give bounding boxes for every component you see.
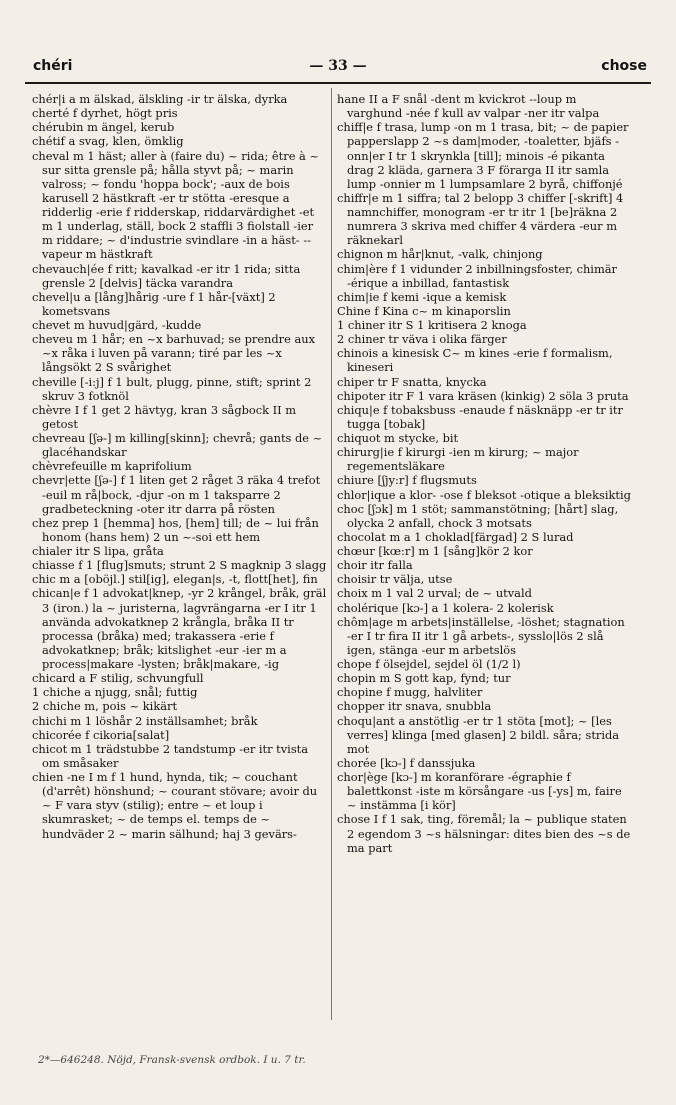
dictionary-entry: chérubin m ängel, kerub [32, 120, 175, 135]
dictionary-entry: chiper tr F snatta, knycka [337, 374, 487, 389]
dictionary-entry: chétif a svag, klen, ömklig [32, 134, 184, 149]
dictionary-entry: choqu|ant a anstötlig -er tr 1 stöta [mot]; ~ [les verres] klinga [med glasen] 2 bildl. såra; strida mot [337, 713, 620, 756]
header-rule [25, 82, 651, 84]
dictionary-entry: chevel|u a [lång]hårig -ure f 1 hår-[växt] 2 kometsvans [32, 289, 276, 318]
dictionary-entry: chiffr|e m 1 siffra; tal 2 belopp 3 chiffer [-skrift] 4 namnchiffer, monogram -er tr itr 1 [be]räkna 2 numrera 3 skriva med chiffer 4 värdera -eur m räknekarl [337, 190, 624, 248]
dictionary-entry: cholérique [kɔ-] a 1 kolera- 2 kolerisk [337, 600, 554, 615]
dictionary-entry: chopper itr snava, snubbla [337, 699, 492, 714]
dictionary-entry: chopin m S gott kap, fynd; tur [337, 671, 511, 686]
dictionary-entry: chœur [kœ:r] m 1 [sång]kör 2 kor [337, 544, 533, 558]
dictionary-entry: chican|e f 1 advokat|knep, -yr 2 krångel, bråk, gräl 3 (iron.) la ~ juristerna, lagvrängarna -er I itr 1 använda advokatknep 2 krångla, bråka II tr processa (bråka) med; trakassera -erie f advokatknep; bråk; kitslighet -eur -ier m a process|makare -lysten; bråk|makare, -ig [32, 586, 327, 671]
dictionary-entry: chér|i a m älskad, älskling -ir tr älska, dyrka [32, 92, 288, 106]
dictionary-entry: chiff|e f trasa, lump -on m 1 trasa, bit; ~ de papier papperslapp 2 ~s dam|moder, -toaletter, bjäfs -onn|er I tr 1 skrynkla [till]; minois -é pikanta drag 2 kläda, garnera 3 F förarga II itr samla lump -onnier m 1 lumpsamlare 2 byrå, chiffonjé [337, 120, 629, 191]
dictionary-entry: cheville [-i:j] f 1 bult, plugg, pinne, stift; sprint 2 skruv 3 fotknöl [32, 374, 312, 403]
dictionary-entry: 1 chiner itr S 1 kritisera 2 knoga [337, 318, 527, 332]
dictionary-entry: cheveu m 1 hår; en ~x barhuvad; se prendre aux ~x råka i luven på varann; tiré par les ~x långsökt 2 S svårighet [32, 332, 316, 375]
dictionary-entry: chiasse f 1 [flug]smuts; strunt 2 S magknip 3 slagg [32, 558, 327, 573]
column-divider [331, 88, 332, 1020]
dictionary-entry: chim|ie f kemi -ique a kemisk [337, 289, 507, 304]
dictionary-entry: chevauch|ée f ritt; kavalkad -er itr 1 rida; sitta grensle 2 [delvis] täcka varandra [32, 261, 301, 290]
dictionary-entry: chevr|ette [ʃə-] f 1 liten get 2 råget 3 räka 4 trefot -euil m rå|bock, -djur -on m 1 taksparre 2 gradbeteckning -oter itr darra på rösten [32, 473, 321, 516]
dictionary-entry: chic m a [oböjl.] stil[ig], elegan|s, -t, flott[het], fin [32, 572, 318, 587]
dictionary-entry: chocolat m a 1 choklad[färgad] 2 S lurad [337, 529, 574, 544]
dictionary-entry: chirurg|ie f kirurgi -ien m kirurg; ~ major regementsläkare [337, 445, 579, 474]
dictionary-entry: chevreau [ʃə-] m killing[skinn]; chevrå; gants de ~ glacéhandskar [32, 431, 323, 460]
dictionary-entry: chicorée f cikoria[salat] [32, 727, 170, 742]
dictionary-entry: chèvrefeuille m kaprifolium [32, 459, 192, 474]
dictionary-entry: chlor|ique a klor- -ose f bleksot -otique a bleksiktig [337, 487, 631, 502]
dictionary-entry: chope f ölsejdel, sejdel öl (1/2 l) [337, 657, 521, 671]
dictionary-entry: chorée [kɔ-] f danssjuka [337, 755, 476, 770]
dictionary-entry: chichi m 1 löshår 2 inställsamhet; bråk [32, 713, 258, 728]
dictionary-entry: chiure [ʃjy:r] f flugsmuts [337, 473, 477, 488]
dictionary-entry: chôm|age m arbets|inställelse, -löshet; stagnation -er I tr fira II itr 1 gå arbets-, sysslo|lös 2 slå igen, stänga -eur m arbetslös [337, 614, 625, 657]
dictionary-entry: chiquot m stycke, bit [337, 431, 459, 445]
dictionary-entry: 2 chiner tr väva i olika färger [337, 332, 507, 347]
page-header [25, 56, 651, 78]
dictionary-entry: chicard a F stilig, schvungfull [32, 671, 204, 686]
dictionary-entry: chèvre I f 1 get 2 hävtyg, kran 3 sågbock II m getost [32, 402, 297, 431]
dictionary-entry: chevet m huvud|gärd, -kudde [32, 318, 202, 332]
dictionary-entry: Chine f Kina c~ m kinaporslin [337, 303, 511, 318]
page-number: — 33 — [309, 58, 367, 74]
dictionary-entry: choc [ʃɔk] m 1 stöt; sammanstötning; [hårt] slag, olycka 2 anfall, chock 3 motsats [337, 501, 619, 530]
dictionary-entry: hane II a F snål -dent m kvickrot --loup m varghund -née f kull av valpar -ner itr valpa [337, 92, 600, 121]
right-column [337, 92, 632, 1012]
dictionary-entry: chipoter itr F 1 vara kräsen (kinkig) 2 söla 3 pruta [337, 388, 629, 403]
dictionary-entry: chinois a kinesisk C~ m kines -erie f formalism, kineseri [337, 346, 613, 375]
dictionary-entry: chim|ère f 1 vidunder 2 inbillningsfoster, chimär -érique a inbillad, fantastisk [337, 261, 617, 290]
dictionary-entry: choix m 1 val 2 urval; de ~ utvald [337, 586, 532, 601]
dictionary-entry: cheval m 1 häst; aller à (faire du) ~ rida; être à ~ sur sitta grensle på; hålla styvt på; ~ marin valross; ~ fondu 'hoppa bock'; -aux de bois karusell 2 hästkraft -er tr stötta -eresque a ridderlig -erie f ridderskap, riddarvärdighet -et m 1 underlag, ställ, bock 2 staffli 3 fiolstall -ier m riddare; ~ d'industrie svindlare -in a häst- --vapeur m hästkraft [32, 148, 320, 262]
dictionary-entry: 1 chiche a njugg, snål; futtig [32, 685, 198, 700]
dictionary-entry: chose I f 1 sak, ting, föremål; la ~ publique staten 2 egendom 3 ~s hälsningar: dites bien des ~s de ma part [337, 812, 631, 855]
dictionary-entry: choisir tr välja, utse [337, 572, 453, 587]
dictionary-entry: 2 chiche m, pois ~ kikärt [32, 699, 178, 714]
dictionary-entry: chor|ège [kɔ-] m koranförare -égraphie f balettkonst -iste m körsångare -us [-ys] m, faire ~ instämma [i kör] [337, 770, 622, 813]
left-column [32, 92, 327, 1012]
dictionary-entry: cherté f dyrhet, högt pris [32, 106, 178, 121]
dictionary-entry: chez prep 1 [hemma] hos, [hem] till; de ~ lui från honom (hans hem) 2 un ~-soi ett hem [32, 515, 319, 544]
dictionary-entry: chicot m 1 trädstubbe 2 tandstump -er itr tvista om småsaker [32, 741, 309, 770]
dictionary-entry: chiqu|e f tobaksbuss -enaude f näsknäpp -er tr itr tugga [tobak] [337, 402, 623, 431]
dictionary-entry: chien -ne I m f 1 hund, hynda, tik; ~ couchant (d'arrêt) hönshund; ~ courant stövare; avoir du ~ F vara styv (stilig); entre ~ et loup i skumrasket; ~ de temps el. temps de ~ hundväder 2 ~ marin sälhund; haj 3 gevärs- [32, 770, 318, 841]
right-guide-word: chose [601, 58, 647, 74]
dictionary-entry: chignon m hår|knut, -valk, chinjong [337, 247, 543, 262]
left-guide-word: chéri [33, 58, 73, 74]
dictionary-entry: chialer itr S lipa, gråta [32, 544, 164, 558]
page-footer: 2*—646248. Nöjd, Fransk-svensk ordbok. I u. 7 tr. [38, 1054, 306, 1066]
dictionary-entry: chopine f mugg, halvliter [337, 685, 483, 700]
dictionary-entry: choir itr falla [337, 558, 413, 573]
